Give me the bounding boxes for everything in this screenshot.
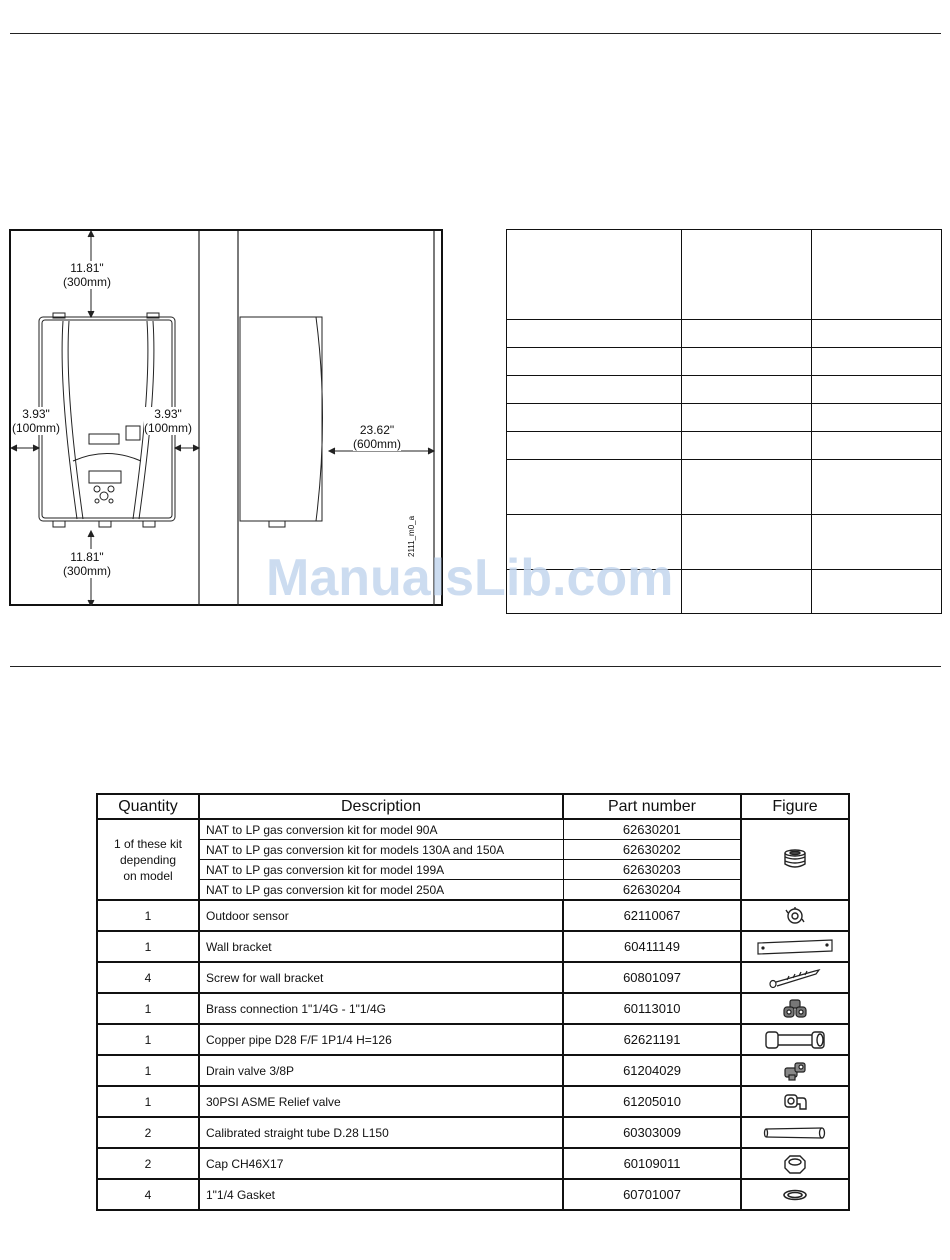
kit-description: NAT to LP gas conversion kit for models 130A and 150A [199,840,563,860]
table-row [97,880,849,901]
description-cell: 30PSI ASME Relief valve [199,1086,563,1117]
wall-bracket-icon [741,931,849,962]
top-rule [10,33,941,34]
screw-icon [741,962,849,993]
kit-part-number: 62630201 [563,819,741,840]
copper-pipe-icon [741,1024,849,1055]
cap-icon [741,1148,849,1179]
description-cell: Wall bracket [199,931,563,962]
drain-valve-icon [741,1055,849,1086]
table-row [97,1179,849,1210]
table-row [97,1148,849,1179]
quantity-cell: 4 [97,962,199,993]
part-number-cell: 62110067 [563,900,741,931]
quantity-cell: 1 [97,1086,199,1117]
front-clearance-label: 23.62" (600mm) [353,423,402,451]
header-figure: Figure [741,794,849,819]
conversion-kit-nozzle-icon [741,819,849,900]
description-cell: Calibrated straight tube D.28 L150 [199,1117,563,1148]
watermark: ManualsLib.com [266,549,674,607]
outdoor-sensor-icon [741,900,849,931]
table-row [97,1086,849,1117]
bottom-clearance-label: 11.81" (300mm) [63,550,112,578]
table-row [97,1117,849,1148]
table-row [97,900,849,931]
table-row [97,1024,849,1055]
kit-description: NAT to LP gas conversion kit for model 250A [199,880,563,901]
table-row [97,860,849,880]
kit-description: NAT to LP gas conversion kit for model 199A [199,860,563,880]
top-clearance-label: 11.81" (300mm) [63,261,112,289]
table-row [97,1055,849,1086]
part-number-cell: 61204029 [563,1055,741,1086]
quantity-cell: 2 [97,1148,199,1179]
right-clearance-label: 3.93" (100mm) [144,407,193,435]
part-number-cell: 61205010 [563,1086,741,1117]
description-cell: 1"1/4 Gasket [199,1179,563,1210]
table-row [97,819,849,840]
kit-description: NAT to LP gas conversion kit for model 90A [199,819,563,840]
table-row [97,962,849,993]
straight-tube-icon [741,1117,849,1148]
relief-valve-icon [741,1086,849,1117]
quantity-cell: 1 [97,993,199,1024]
part-number-cell: 60701007 [563,1179,741,1210]
part-number-cell: 60113010 [563,993,741,1024]
quantity-cell: 1 [97,900,199,931]
figure-code: 2111_m0_a [407,515,416,557]
kit-part-number: 62630203 [563,860,741,880]
description-cell: Copper pipe D28 F/F 1P1/4 H=126 [199,1024,563,1055]
table-row [97,993,849,1024]
part-number-cell: 60303009 [563,1117,741,1148]
middle-rule [10,666,941,667]
quantity-cell: 4 [97,1179,199,1210]
kit-part-number: 62630202 [563,840,741,860]
header-quantity: Quantity [97,794,199,819]
table-row [97,840,849,860]
quantity-cell: 1 [97,1024,199,1055]
header-part-number: Part number [563,794,741,819]
parts-header-row [97,794,849,819]
parts-table [96,793,850,1211]
kit-quantity-cell: 1 of these kit depending on model [97,819,199,900]
part-number-cell: 60109011 [563,1148,741,1179]
description-cell: Outdoor sensor [199,900,563,931]
part-number-cell: 62621191 [563,1024,741,1055]
left-clearance-label: 3.93" (100mm) [12,407,61,435]
kit-part-number: 62630204 [563,880,741,901]
header-description: Description [199,794,563,819]
description-cell: Brass connection 1"1/4G - 1"1/4G [199,993,563,1024]
description-cell: Drain valve 3/8P [199,1055,563,1086]
description-cell: Screw for wall bracket [199,962,563,993]
part-number-cell: 60411149 [563,931,741,962]
table-row [97,931,849,962]
brass-connection-icon [741,993,849,1024]
description-cell: Cap CH46X17 [199,1148,563,1179]
part-number-cell: 60801097 [563,962,741,993]
quantity-cell: 1 [97,931,199,962]
gasket-icon [741,1179,849,1210]
quantity-cell: 2 [97,1117,199,1148]
quantity-cell: 1 [97,1055,199,1086]
